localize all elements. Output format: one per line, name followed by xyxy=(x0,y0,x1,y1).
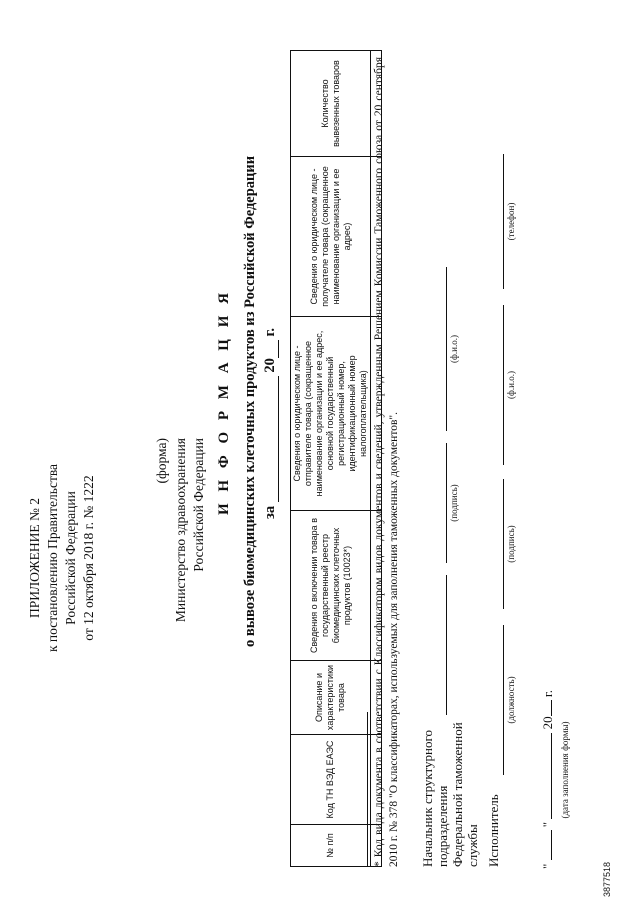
date-quote-open: " xyxy=(540,863,555,869)
form-label: (форма) xyxy=(154,438,169,484)
footnote: * Код вида документа в соответствии с Классификатором видов документов и сведений, утвержденным Решением Комиссии Таможенного союза от 20 сентября 2010 г. № 378 "О классификаторах, используемых для заполнения таможенных документов". xyxy=(373,57,400,867)
report-period xyxy=(262,328,279,519)
col-header-description: Описание и характеристики товара xyxy=(291,661,371,735)
appendix-number: ПРИЛОЖЕНИЕ № 2 xyxy=(27,497,42,619)
document-subtitle: о вывозе биомедицинских клеточных продуктов из Российской Федерации xyxy=(242,155,258,647)
col-header-quantity: Количество вывезенных товаров xyxy=(291,51,371,157)
year-blank xyxy=(278,340,279,358)
document-code: 3877518 xyxy=(602,861,612,897)
head-position-line xyxy=(446,575,447,715)
month-blank xyxy=(551,733,552,819)
ministry-line-1: Министерство здравоохранения xyxy=(173,438,188,623)
head-signature-line xyxy=(446,443,447,563)
col-header-hs-code: Код ТН ВЭД ЕАЭС xyxy=(291,735,371,825)
ministry-line-2: Российской Федерации xyxy=(191,438,206,572)
executor-label: Исполнитель xyxy=(486,794,501,867)
period-year-suffix: г. xyxy=(262,327,278,337)
col-header-sender: Сведения о юридическом лице - отправителе товара (сокращенное наименование организации и ее адрес, основной государственный регистрационный номер, идентификационный номер налогоплательщика) xyxy=(291,317,371,511)
date-year-suffix: г. xyxy=(540,690,555,698)
date-quote-close: " xyxy=(540,821,555,828)
period-year-prefix: 20 xyxy=(262,358,278,373)
period-prefix: за xyxy=(262,505,278,519)
date-year-blank xyxy=(551,700,552,716)
resolution-line-2: Российской Федерации xyxy=(63,491,78,625)
date-caption: (дата заполнения формы) xyxy=(560,721,570,819)
col-header-recipient: Сведения о юридическом лице - получателе товара (сокращенное наименование организации и ее адрес) xyxy=(291,157,371,317)
resolution-line-3: от 12 октября 2018 г. № 1222 xyxy=(81,475,96,641)
footnote-divider xyxy=(367,712,368,867)
head-name-caption: (ф.и.о.) xyxy=(449,335,459,363)
head-name-line xyxy=(446,267,447,431)
period-blank xyxy=(278,376,279,502)
appendix-header xyxy=(26,438,98,678)
executor-position-caption: (должность) xyxy=(506,676,516,724)
executor-position-line xyxy=(503,625,504,775)
day-blank xyxy=(551,830,552,860)
executor-signature-caption: (подпись) xyxy=(506,525,516,563)
head-signature-caption: (подпись) xyxy=(449,484,459,522)
document-title: И Н Ф О Р М А Ц И Я xyxy=(216,289,232,515)
executor-phone-caption: (телефон) xyxy=(506,202,516,241)
executor-signature-line xyxy=(503,479,504,609)
ministry-block xyxy=(172,438,208,678)
export-table xyxy=(290,50,382,867)
head-signatory-label: Начальник структурного подразделения Федеральной таможенной службы xyxy=(420,722,480,867)
executor-phone-line xyxy=(503,154,504,289)
executor-name-line xyxy=(503,305,504,465)
date-year-prefix: 20 xyxy=(540,716,555,730)
fill-date xyxy=(540,690,556,869)
table-header-row xyxy=(291,51,371,867)
col-header-number: № п/п xyxy=(291,825,371,867)
resolution-line-1: к постановлению Правительства xyxy=(45,463,60,653)
executor-name-caption: (ф.и.о.) xyxy=(506,371,516,399)
col-header-registry: Сведения о включении товара в государственный реестр биомедицинских клеточных продуктов (10023*) xyxy=(291,511,371,661)
